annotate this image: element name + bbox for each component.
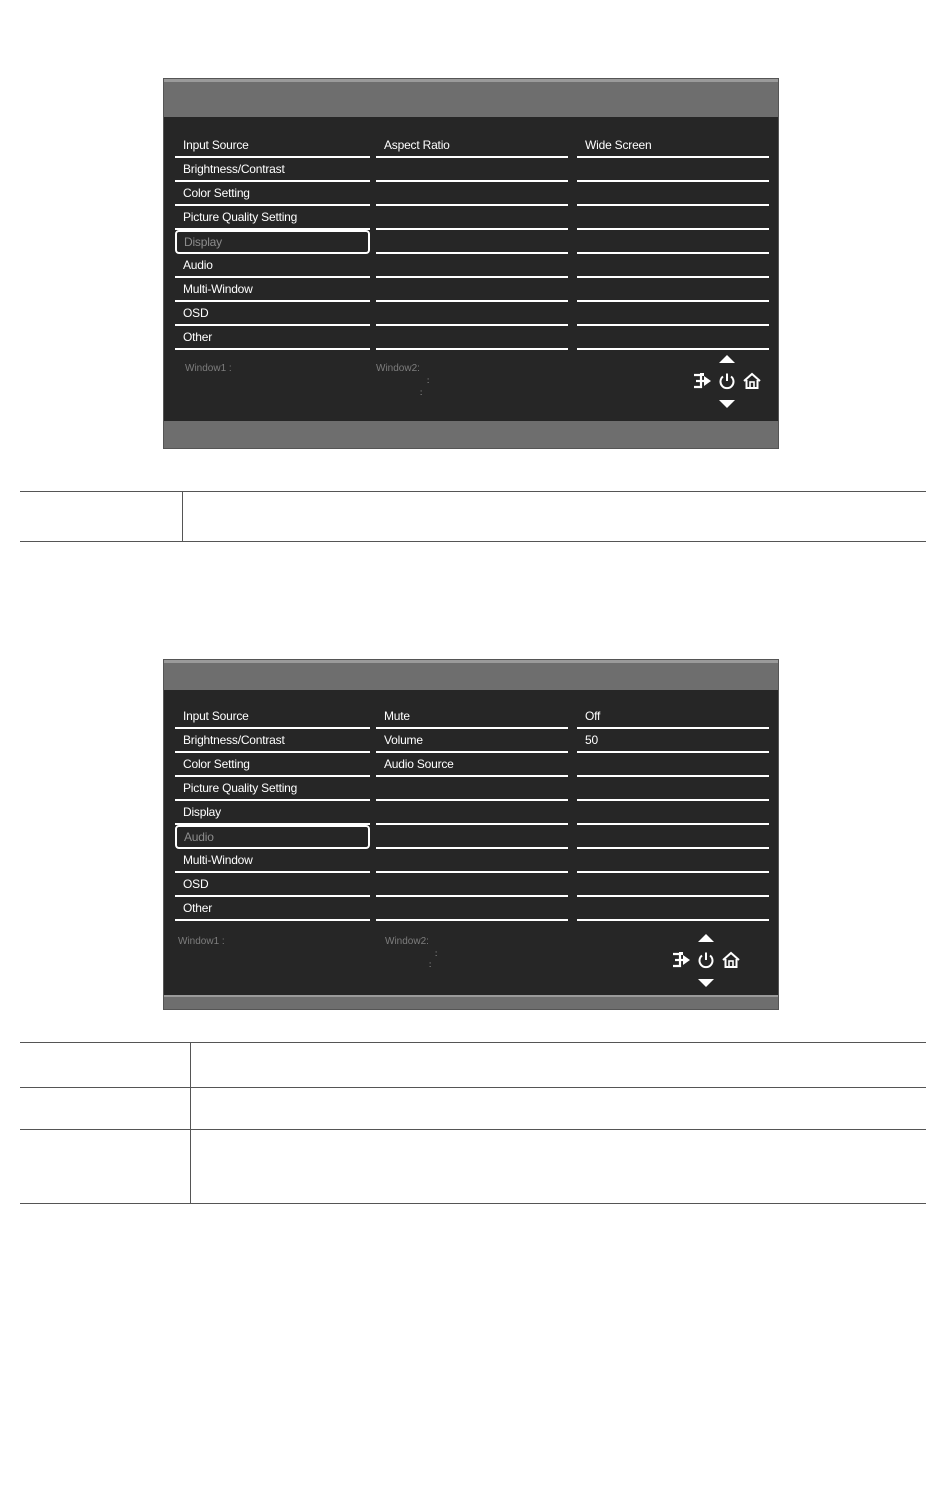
menu-item[interactable]: Input Source [175,134,370,158]
value-item[interactable]: Off [577,705,769,729]
nav-controls [692,355,768,411]
up-arrow-icon[interactable] [698,934,714,942]
power-icon[interactable] [697,951,715,969]
menu-item[interactable]: Color Setting [175,753,370,777]
value-item[interactable] [577,158,769,182]
table-border [20,1042,926,1043]
submenu-item[interactable] [376,182,568,206]
submenu-item[interactable] [376,849,568,873]
submenu-item[interactable] [376,326,568,350]
down-arrow-icon[interactable] [719,400,735,408]
value-item[interactable] [577,230,769,254]
table-border [20,541,926,542]
table-divider [182,491,183,542]
value-item[interactable] [577,897,769,921]
value-item[interactable] [577,302,769,326]
home-icon[interactable] [721,951,741,969]
table-divider [190,1042,191,1204]
value-item[interactable] [577,801,769,825]
menu-item[interactable]: Color Setting [175,182,370,206]
description-table [20,1042,926,1205]
value-item[interactable] [577,825,769,849]
value-item[interactable]: 50 [577,729,769,753]
window2-colon: : [420,388,423,397]
down-arrow-icon[interactable] [698,979,714,987]
menu-item[interactable]: Display [175,801,370,825]
value-item[interactable] [577,849,769,873]
submenu-item[interactable] [376,801,568,825]
menu-item[interactable]: OSD [175,873,370,897]
menu-item[interactable]: Multi-Window [175,278,370,302]
table-border [20,1087,926,1088]
value-item[interactable] [577,206,769,230]
up-arrow-icon[interactable] [719,355,735,363]
power-icon[interactable] [718,372,736,390]
osd-footer-bar [164,421,778,448]
input-source-icon[interactable] [671,951,693,969]
submenu-item[interactable]: Aspect Ratio [376,134,568,158]
menu-item[interactable]: Brightness/Contrast [175,158,370,182]
submenu-item[interactable] [376,825,568,849]
menu-item[interactable]: Display [175,230,370,254]
menu-item[interactable]: Picture Quality Setting [175,777,370,801]
submenu-item[interactable] [376,278,568,302]
menu-item[interactable]: Other [175,897,370,921]
submenu-item[interactable] [376,158,568,182]
submenu-item[interactable] [376,206,568,230]
menu-item[interactable]: OSD [175,302,370,326]
submenu-item[interactable]: Audio Source [376,753,568,777]
home-icon[interactable] [742,372,762,390]
osd-footer-bar [164,995,778,1009]
nav-controls [671,934,747,990]
table-border [20,491,926,492]
window1-label: Window1 : [185,363,232,374]
submenu-item[interactable]: Volume [376,729,568,753]
table-border [20,1129,926,1130]
value-item[interactable] [577,777,769,801]
value-item[interactable] [577,326,769,350]
input-source-icon[interactable] [692,372,714,390]
window1-label: Window1 : [178,936,225,947]
submenu-item[interactable] [376,254,568,278]
menu-item[interactable]: Audio [175,825,370,849]
value-item[interactable] [577,254,769,278]
osd-menu-display [163,78,779,449]
menu-item[interactable]: Other [175,326,370,350]
value-item[interactable] [577,753,769,777]
window2-label: Window2: [385,936,429,947]
osd-header-bar [164,79,778,117]
menu-item[interactable]: Audio [175,254,370,278]
submenu-item[interactable]: Mute [376,705,568,729]
submenu-item[interactable] [376,777,568,801]
menu-item[interactable]: Multi-Window [175,849,370,873]
value-item[interactable]: Wide Screen [577,134,769,158]
submenu-item[interactable] [376,302,568,326]
window2-colon: : [427,376,430,385]
menu-item[interactable]: Brightness/Contrast [175,729,370,753]
window2-colon: : [429,960,432,969]
value-item[interactable] [577,182,769,206]
submenu-item[interactable] [376,873,568,897]
table-border [20,1203,926,1204]
window2-colon: : [435,949,438,958]
osd-header-bar [164,660,778,690]
menu-item[interactable]: Picture Quality Setting [175,206,370,230]
menu-item[interactable]: Input Source [175,705,370,729]
submenu-item[interactable] [376,897,568,921]
value-item[interactable] [577,873,769,897]
value-item[interactable] [577,278,769,302]
submenu-item[interactable] [376,230,568,254]
description-table [20,491,926,542]
osd-menu-audio [163,659,779,1010]
window2-label: Window2: [376,363,420,374]
